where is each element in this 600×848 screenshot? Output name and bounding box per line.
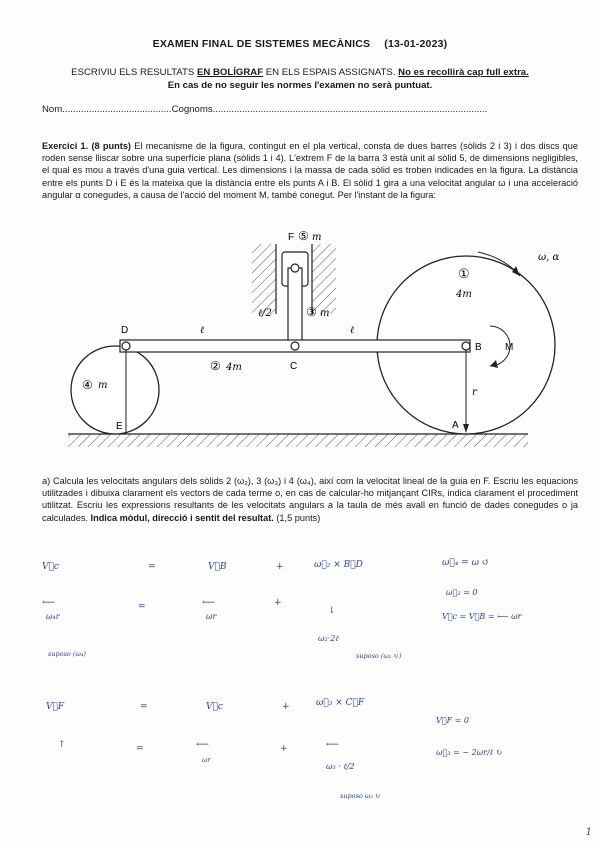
solid-5-label: ⑤: [298, 229, 309, 243]
hw-w2-2l: ω₂·2ℓ: [318, 634, 339, 643]
hw-arr-l3: ⟵: [196, 740, 209, 750]
instr-pre: ESCRIVIU ELS RESULTATS: [71, 67, 197, 78]
hw-supose-w4: suposo (ω₄): [48, 650, 86, 658]
len-left: ℓ: [200, 325, 205, 336]
surname-field[interactable]: .......................................................................................................: [212, 104, 488, 115]
hw-w3cf: ω⃗₃ × C⃗F: [316, 698, 365, 708]
hw-plus4: +: [280, 744, 288, 754]
hw-eq4: =: [136, 744, 144, 754]
surname-label: Cognoms: [171, 104, 213, 115]
hw-arr-l4: ⟵: [326, 740, 339, 750]
solid-4-label: ④: [82, 378, 93, 392]
hw-vc2: V⃗c: [206, 702, 223, 712]
len-half: ℓ/2: [258, 308, 272, 319]
hw-w2bd: ω⃗₂ × B⃗D: [314, 560, 363, 570]
len-right: ℓ: [350, 325, 355, 336]
bar-3: [288, 268, 302, 348]
hw-eq3: =: [140, 702, 148, 712]
hw-vc1: V⃗c: [42, 562, 59, 572]
instr-bold: EN BOLÍGRAF: [197, 67, 264, 78]
hw-plus2: +: [274, 598, 282, 608]
pin-F: [291, 264, 299, 272]
hw-wr2: ωr: [202, 756, 211, 764]
solid-3-label: ③: [306, 305, 317, 319]
instr-warn: No es recollirà cap full extra.: [398, 67, 529, 78]
hw-vc-vb: V⃗c = V⃗B = ⟵ ωr: [442, 612, 522, 621]
page-number: 1: [585, 827, 592, 838]
hw-vfzero: V⃗F = 0: [436, 716, 470, 725]
omega-alpha: ω, α: [538, 252, 560, 263]
name-field[interactable]: .........................................: [62, 104, 172, 115]
pin-D: [122, 342, 130, 350]
moment-label: M: [505, 342, 514, 353]
mass-1: 4m: [456, 289, 472, 300]
hw-arr-l1: ⟵: [42, 598, 55, 608]
hw-vb1: V⃗B: [208, 562, 227, 572]
pin-C: [291, 342, 299, 350]
exam-date: (13-01-2023): [384, 38, 448, 50]
question-a-body: Calcula les velocitats angulars dels sòlids 2 (ω₂), 3 (ω₃) i 4 (ω₄), així com la velocitat lineal de la guia en F. Escriu les equacions utilitzades i dibuixa clarament els vectors de cada terme o, en cas de calcular-ho mitjançant CIRs, indica clarament el procediment utilitzat. Escriu les expressions resultants de les velocitats angulars a la taula de més avall en funció de dades conegudes o ja calculades.: [42, 476, 578, 523]
name-label: Nom: [42, 104, 63, 115]
mass-3: m: [320, 308, 330, 319]
solid-2-label: ②: [210, 359, 221, 373]
question-a-label: a): [42, 476, 51, 486]
label-E: E: [116, 421, 123, 432]
hw-down1: ↓: [328, 606, 336, 616]
guide-wall-left: [252, 244, 276, 314]
label-B: B: [475, 342, 482, 353]
instr-mid: EN ELS ESPAIS ASSIGNATS.: [263, 67, 399, 78]
instr-line2: En cas de no seguir les normes l'examen no serà puntuat.: [167, 80, 433, 91]
hw-supose1: suposo (ω₂ ↻): [356, 652, 402, 660]
hw-w4eq: ω⃗₄ = ω ↺: [442, 558, 490, 568]
hw-w4r: ω₄r: [46, 612, 60, 621]
mass-5: m: [312, 232, 322, 243]
hw-eq2: =: [138, 602, 146, 612]
question-a: [42, 475, 578, 524]
label-D: D: [121, 325, 129, 336]
hw-arr-l2: ⟵: [202, 598, 215, 608]
hw-plus3: +: [282, 702, 290, 712]
hw-eq1: =: [148, 562, 156, 572]
label-C: C: [290, 361, 298, 372]
hw-vf2: V⃗F: [46, 702, 65, 712]
solid-1-label: ①: [458, 266, 470, 281]
radius-label: r: [472, 387, 477, 398]
label-A: A: [452, 420, 459, 431]
ground-hatch: [68, 434, 528, 447]
label-F: F: [288, 232, 295, 243]
hw-w2zero: ω⃗₂ = 0: [446, 588, 478, 597]
pin-B: [462, 342, 470, 350]
hw-supose2: suposo ω₃ ↻: [340, 792, 381, 800]
exercise-heading: Exercici 1. (8 punts): [42, 141, 131, 151]
mass-4: m: [98, 380, 108, 391]
mass-2: 4m: [226, 362, 242, 373]
hw-up1: ↑: [58, 740, 66, 750]
question-a-points: (1,5 punts): [273, 512, 321, 523]
question-a-bold: Indica mòdul, direcció i sentit del resultat.: [90, 512, 274, 523]
exercise-body: El mecanisme de la figura, contingut en el pla vertical, consta de dues barres (sòlids 2 i 3) i dos discs que roden sense lliscar sobre una superfície plana (sòlids 1 i 4). L'extrem F de la barra 3 està unit al sòlid 5, de dimensions negligibles, el qual es mou a través d'una guia vertical. Les dimensions i la massa de cada sòlid es troben indicades en la figura. La distància entre els punts D i E és la mateixa que la distància entre els punts A i B. El sòlid 1 gira a una velocitat angular ω i una acceleració angular α conegudes, a causa de l'acció del moment M, també conegut. Per l'instant de la figura:: [42, 141, 578, 200]
exam-title-text: EXAMEN FINAL DE SISTEMES MECÀNICS: [152, 38, 371, 50]
hw-wr1: ωr: [206, 612, 217, 621]
hw-plus1: +: [276, 562, 284, 572]
guide-wall-right: [312, 244, 336, 314]
hw-w3res: ω⃗₃ = − 2ωr/ℓ ↻: [436, 748, 503, 757]
hw-w3-l2: ω₃ · ℓ/2: [326, 762, 355, 771]
